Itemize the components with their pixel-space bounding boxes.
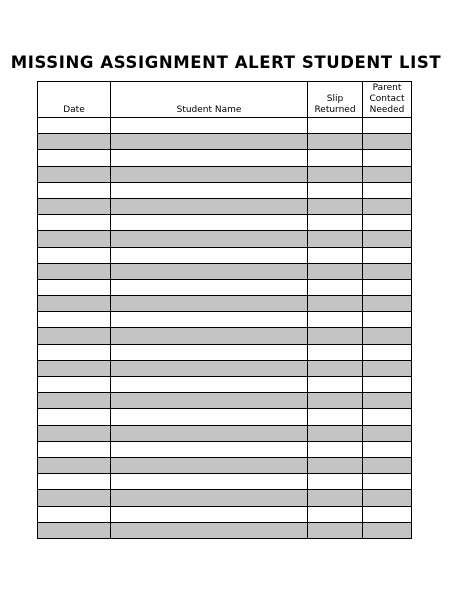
- column-header-parent-line-1: Parent: [372, 83, 402, 93]
- date-cell[interactable]: [38, 344, 111, 360]
- table-row: [38, 134, 412, 150]
- table-row: [38, 441, 412, 457]
- date-cell[interactable]: [38, 457, 111, 473]
- table-row: [38, 296, 412, 312]
- student-name-cell[interactable]: [111, 166, 308, 182]
- parent-contact-needed-cell[interactable]: [363, 263, 412, 279]
- date-cell[interactable]: [38, 328, 111, 344]
- student-name-cell[interactable]: [111, 198, 308, 214]
- table-row: [38, 377, 412, 393]
- date-cell[interactable]: [38, 166, 111, 182]
- table-row: [38, 166, 412, 182]
- parent-contact-needed-cell[interactable]: [363, 360, 412, 376]
- parent-contact-needed-cell[interactable]: [363, 441, 412, 457]
- slip-returned-cell[interactable]: [308, 182, 363, 198]
- student-name-cell[interactable]: [111, 279, 308, 295]
- student-name-cell[interactable]: [111, 247, 308, 263]
- parent-contact-needed-cell[interactable]: [363, 312, 412, 328]
- student-name-cell[interactable]: [111, 312, 308, 328]
- date-cell[interactable]: [38, 506, 111, 522]
- parent-contact-needed-cell[interactable]: [363, 279, 412, 295]
- slip-returned-cell[interactable]: [308, 409, 363, 425]
- student-name-cell[interactable]: [111, 263, 308, 279]
- table-row: [38, 215, 412, 231]
- header-row: [38, 82, 412, 118]
- parent-contact-needed-cell[interactable]: [363, 247, 412, 263]
- date-cell[interactable]: [38, 118, 111, 134]
- table-row: [38, 312, 412, 328]
- date-cell[interactable]: [38, 231, 111, 247]
- table-row: [38, 506, 412, 522]
- student-name-cell[interactable]: [111, 522, 308, 538]
- parent-contact-needed-cell[interactable]: [363, 393, 412, 409]
- student-name-cell[interactable]: [111, 182, 308, 198]
- slip-returned-cell[interactable]: [308, 296, 363, 312]
- date-cell[interactable]: [38, 425, 111, 441]
- parent-contact-needed-cell[interactable]: [363, 134, 412, 150]
- date-cell[interactable]: [38, 150, 111, 166]
- student-name-cell[interactable]: [111, 150, 308, 166]
- student-name-cell[interactable]: [111, 425, 308, 441]
- table-row: [38, 490, 412, 506]
- column-header-slip-line-2: Returned: [314, 105, 356, 115]
- parent-contact-needed-cell[interactable]: [363, 118, 412, 134]
- table-row: [38, 457, 412, 473]
- slip-returned-cell[interactable]: [308, 279, 363, 295]
- parent-contact-needed-cell[interactable]: [363, 522, 412, 538]
- slip-returned-cell[interactable]: [308, 312, 363, 328]
- date-cell[interactable]: [38, 441, 111, 457]
- parent-contact-needed-cell[interactable]: [363, 425, 412, 441]
- date-cell[interactable]: [38, 360, 111, 376]
- student-name-cell[interactable]: [111, 474, 308, 490]
- student-name-cell[interactable]: [111, 344, 308, 360]
- parent-contact-needed-cell[interactable]: [363, 377, 412, 393]
- slip-returned-cell[interactable]: [308, 522, 363, 538]
- column-header-parent-contact-needed: [363, 82, 412, 118]
- parent-contact-needed-cell[interactable]: [363, 166, 412, 182]
- table-row: [38, 474, 412, 490]
- parent-contact-needed-cell[interactable]: [363, 506, 412, 522]
- parent-contact-needed-cell[interactable]: [363, 328, 412, 344]
- student-name-cell[interactable]: [111, 215, 308, 231]
- slip-returned-cell[interactable]: [308, 198, 363, 214]
- slip-returned-cell[interactable]: [308, 134, 363, 150]
- column-header-parent-line-2: Contact: [369, 94, 405, 104]
- student-name-cell[interactable]: [111, 360, 308, 376]
- table-row: [38, 231, 412, 247]
- table-row: [38, 344, 412, 360]
- date-cell[interactable]: [38, 312, 111, 328]
- date-cell[interactable]: [38, 393, 111, 409]
- page-title: MISSING ASSIGNMENT ALERT STUDENT LIST: [10, 53, 442, 72]
- student-name-cell[interactable]: [111, 377, 308, 393]
- date-cell[interactable]: [38, 182, 111, 198]
- column-header-parent-line-3: Needed: [369, 105, 405, 115]
- student-name-cell[interactable]: [111, 393, 308, 409]
- table-row: [38, 393, 412, 409]
- date-cell[interactable]: [38, 296, 111, 312]
- slip-returned-cell[interactable]: [308, 377, 363, 393]
- student-list-table: [37, 81, 412, 539]
- student-name-cell[interactable]: [111, 231, 308, 247]
- date-cell[interactable]: [38, 198, 111, 214]
- table-row: [38, 522, 412, 538]
- column-header-date-label: Date: [63, 105, 85, 115]
- slip-returned-cell[interactable]: [308, 474, 363, 490]
- slip-returned-cell[interactable]: [308, 506, 363, 522]
- parent-contact-needed-cell[interactable]: [363, 182, 412, 198]
- slip-returned-cell[interactable]: [308, 457, 363, 473]
- student-name-cell[interactable]: [111, 457, 308, 473]
- table-row: [38, 425, 412, 441]
- column-header-slip-returned: [308, 82, 363, 118]
- student-name-cell[interactable]: [111, 490, 308, 506]
- parent-contact-needed-cell[interactable]: [363, 198, 412, 214]
- date-cell[interactable]: [38, 490, 111, 506]
- slip-returned-cell[interactable]: [308, 441, 363, 457]
- date-cell[interactable]: [38, 247, 111, 263]
- table-row: [38, 328, 412, 344]
- table-body: [38, 118, 412, 539]
- slip-returned-cell[interactable]: [308, 118, 363, 134]
- date-cell[interactable]: [38, 134, 111, 150]
- column-header-slip-line-1: Slip: [326, 94, 344, 104]
- student-name-cell[interactable]: [111, 296, 308, 312]
- table-row: [38, 198, 412, 214]
- slip-returned-cell[interactable]: [308, 215, 363, 231]
- student-name-cell[interactable]: [111, 409, 308, 425]
- parent-contact-needed-cell[interactable]: [363, 344, 412, 360]
- slip-returned-cell[interactable]: [308, 231, 363, 247]
- table-row: [38, 279, 412, 295]
- parent-contact-needed-cell[interactable]: [363, 457, 412, 473]
- date-cell[interactable]: [38, 263, 111, 279]
- slip-returned-cell[interactable]: [308, 490, 363, 506]
- slip-returned-cell[interactable]: [308, 344, 363, 360]
- student-name-cell[interactable]: [111, 328, 308, 344]
- date-cell[interactable]: [38, 522, 111, 538]
- table-row: [38, 118, 412, 134]
- date-cell[interactable]: [38, 279, 111, 295]
- slip-returned-cell[interactable]: [308, 263, 363, 279]
- slip-returned-cell[interactable]: [308, 150, 363, 166]
- table-row: [38, 182, 412, 198]
- date-cell[interactable]: [38, 215, 111, 231]
- parent-contact-needed-cell[interactable]: [363, 409, 412, 425]
- slip-returned-cell[interactable]: [308, 166, 363, 182]
- table-row: [38, 360, 412, 376]
- slip-returned-cell[interactable]: [308, 247, 363, 263]
- table-row: [38, 409, 412, 425]
- slip-returned-cell[interactable]: [308, 360, 363, 376]
- parent-contact-needed-cell[interactable]: [363, 215, 412, 231]
- column-header-date: [38, 82, 111, 118]
- slip-returned-cell[interactable]: [308, 393, 363, 409]
- column-header-student-name-label: Student Name: [176, 105, 242, 115]
- table-row: [38, 263, 412, 279]
- date-cell[interactable]: [38, 409, 111, 425]
- table-row: [38, 150, 412, 166]
- student-name-cell[interactable]: [111, 118, 308, 134]
- student-name-cell[interactable]: [111, 134, 308, 150]
- slip-returned-cell[interactable]: [308, 328, 363, 344]
- student-name-cell[interactable]: [111, 506, 308, 522]
- parent-contact-needed-cell[interactable]: [363, 474, 412, 490]
- parent-contact-needed-cell[interactable]: [363, 490, 412, 506]
- table-row: [38, 247, 412, 263]
- parent-contact-needed-cell[interactable]: [363, 231, 412, 247]
- student-name-cell[interactable]: [111, 441, 308, 457]
- parent-contact-needed-cell[interactable]: [363, 150, 412, 166]
- date-cell[interactable]: [38, 377, 111, 393]
- parent-contact-needed-cell[interactable]: [363, 296, 412, 312]
- slip-returned-cell[interactable]: [308, 425, 363, 441]
- column-header-student-name: [111, 82, 308, 118]
- date-cell[interactable]: [38, 474, 111, 490]
